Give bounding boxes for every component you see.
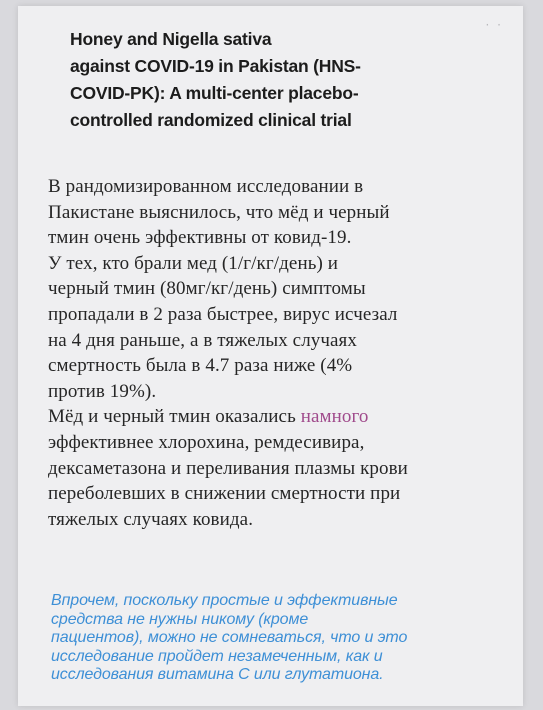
post-card (18, 6, 523, 706)
title-line: Honey and Nigella sativa (70, 29, 272, 49)
body-line: на 4 дня раньше, а в тяжелых случаях (48, 329, 358, 351)
note-line: исследования витамина С или глутатиона. (51, 666, 384, 683)
body-line: У тех, кто брали мед (1/г/кг/день) и (48, 252, 339, 274)
body-line: против 19%). (48, 380, 157, 402)
body-line: переболевших в снижении смертности при (48, 483, 401, 505)
note-line: исследование пройдет незамеченным, как и (51, 647, 383, 665)
accent-word: намного (300, 406, 369, 428)
body-line: В рандомизированном исследовании в (48, 176, 364, 197)
commentary-note (51, 592, 521, 685)
body-line: дексаметазона и переливания плазмы крови (48, 457, 408, 479)
body-line: черный тмин (80мг/кг/день) симптомы (48, 278, 366, 300)
body-line-with-accent (48, 404, 518, 430)
note-line: Впрочем, поскольку простые и эффективные (51, 592, 398, 609)
body-line: тяжелых случаях ковида. (48, 508, 254, 530)
body-line: Пакистане выяснилось, что мёд и черный (48, 201, 390, 223)
more-options-icon[interactable]: · · (485, 18, 503, 32)
title-line: against COVID-19 in Pakistan (HNS- (70, 56, 361, 76)
body-line: тмин очень эффективны от ковид-19. (48, 227, 352, 249)
title-line: controlled randomized clinical trial (70, 110, 352, 130)
post-body-text (48, 174, 518, 532)
body-line-start: Мёд и черный тмин оказались (48, 406, 301, 428)
title-line: COVID-PK): A multi-center placebo- (70, 83, 359, 103)
note-line: пациентов), можно не сомневаться, что и это (51, 629, 408, 646)
body-line: смертность была в 4.7 раза ниже (4% (48, 355, 353, 377)
article-title (70, 26, 470, 134)
note-line: средства не нужны никому (кроме (51, 610, 309, 628)
body-line: эффективнее хлорохина, ремдесивира, (48, 431, 365, 453)
body-line: пропадали в 2 раза быстрее, вирус исчезал (48, 303, 398, 325)
